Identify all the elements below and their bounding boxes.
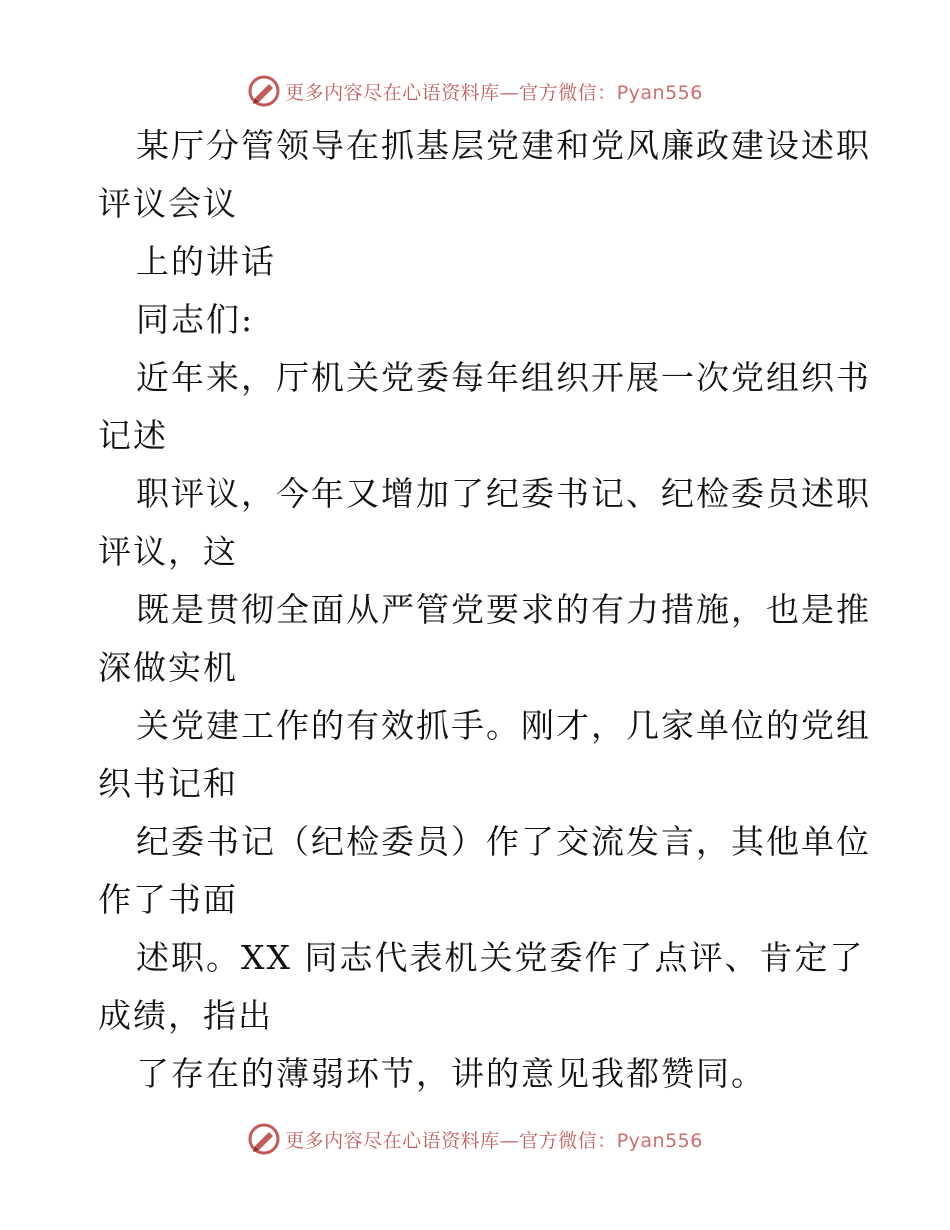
salutation: 同志们: [136, 300, 255, 339]
paragraph-line: 既是贯彻全面从严管党要求的有力措施，也是推 [136, 590, 871, 629]
title-line-2: 评议会议 [98, 184, 238, 223]
paragraph-line: 深做实机 [98, 648, 238, 687]
paragraph-line: 述职。XX 同志代表机关党委作了点评、肯定了 [136, 938, 865, 977]
document-body [98, 117, 871, 1103]
footer-watermark-banner [0, 1119, 950, 1159]
banner-dash: — [499, 81, 520, 104]
paragraph-line: 作了书面 [98, 880, 238, 919]
title-line-3: 上的讲话 [136, 242, 276, 281]
banner-dash: — [499, 1129, 520, 1152]
banner-text [285, 1126, 703, 1153]
paragraph-line: 记述 [98, 416, 168, 455]
paragraph-line: 评议，这 [98, 532, 238, 571]
header-watermark-banner [0, 71, 950, 111]
pen-logo-icon [247, 74, 281, 108]
pen-logo-icon [247, 1122, 281, 1156]
banner-site-text: 更多内容尽在心语资料库 [285, 1129, 500, 1152]
banner-wechat-handle: Pyan556 [616, 81, 703, 104]
paragraph-line: 职评议，今年又增加了纪委书记、纪检委员述职 [136, 474, 871, 513]
paragraph-line: 成绩，指出 [98, 996, 273, 1035]
paragraph-line: 了存在的薄弱环节，讲的意见我都赞同。 [136, 1054, 766, 1093]
banner-text [285, 78, 703, 105]
paragraph-line: 关党建工作的有效抓手。刚才，几家单位的党组 [136, 706, 871, 745]
banner-site-text: 更多内容尽在心语资料库 [285, 81, 500, 104]
title-line-1: 某厅分管领导在抓基层党建和党风廉政建设述职 [136, 126, 871, 165]
banner-official-text: 官方微信： [519, 81, 617, 104]
paragraph-line: 纪委书记（纪检委员）作了交流发言，其他单位 [136, 822, 871, 861]
banner-wechat-handle: Pyan556 [616, 1129, 703, 1152]
paragraph-line: 近年来，厅机关党委每年组织开展一次党组织书 [136, 358, 871, 397]
paragraph-line: 织书记和 [98, 764, 238, 803]
banner-official-text: 官方微信： [519, 1129, 617, 1152]
